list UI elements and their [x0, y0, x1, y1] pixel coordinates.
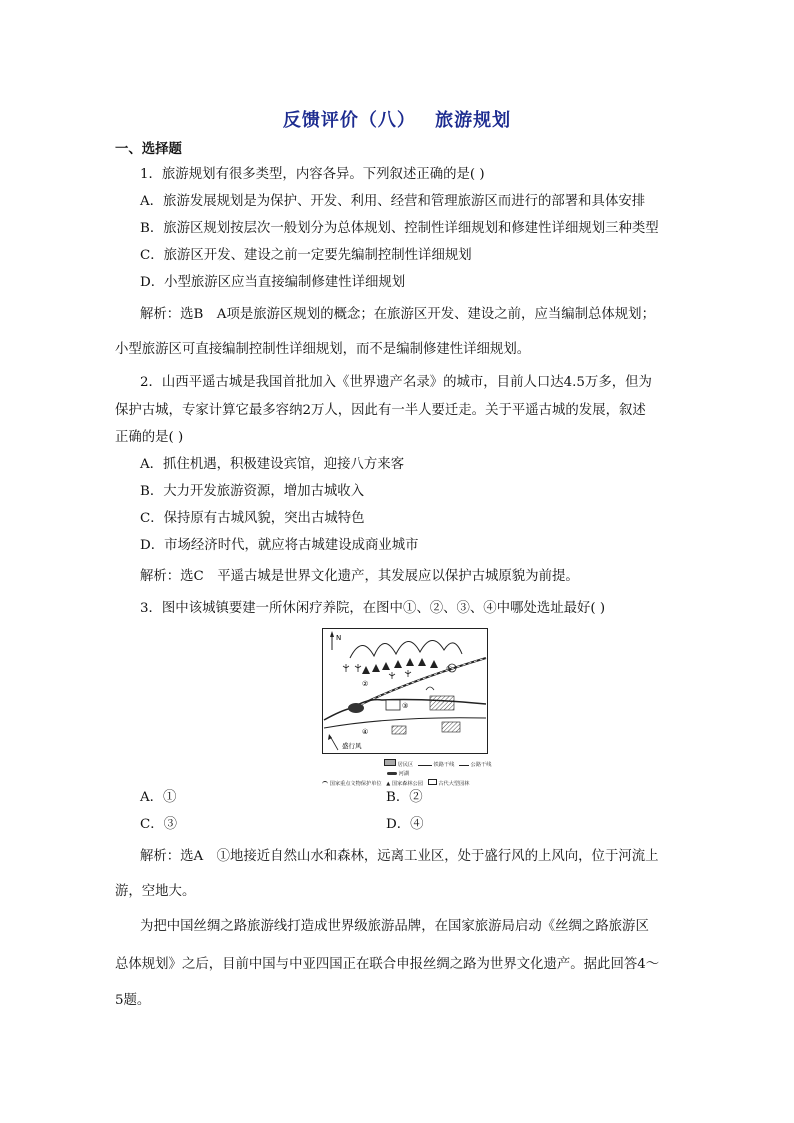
q2-option-a: A．抓住机遇，积极建设宾馆，迎接八方来客	[140, 457, 405, 472]
q3-analysis: 解析：选A ①地接近自然山水和森林，远离工业区，处于盛行风的上风向，位于河流上	[140, 849, 659, 864]
q3-option-d: D．④	[386, 817, 424, 832]
section-heading: 一、选择题	[115, 141, 182, 157]
q2-stem-3: 正确的是( )	[115, 430, 184, 445]
q3-option-a: A．①	[140, 790, 177, 805]
passage-line-2: 总体规划》之后，目前中国与中亚四国正在联合申报丝绸之路为世界文化遗产。据此回答4～	[115, 957, 660, 972]
q3-option-b: B．②	[386, 790, 423, 805]
passage-line-3: 5题。	[115, 993, 151, 1008]
q1-option-c: C．旅游区开发、建设之前一定要先编制控制性详细规划	[140, 248, 472, 263]
map-legend: 居民区 铁路干线 公路干线 河湖 国家重点文物保护单位 ▲ 国家森林公园 古代大型园林	[322, 759, 492, 781]
legend-road: 公路干线	[470, 762, 492, 768]
marker-2: ②	[362, 680, 369, 688]
north-label: N	[336, 634, 342, 642]
q1-stem: 1．旅游规划有很多类型，内容各异。下列叙述正确的是( )	[140, 167, 485, 182]
page-title	[0, 106, 794, 132]
q1-option-b: B．旅游区规划按层次一般划分为总体规划、控制性详细规划和修建性详细规划三种类型	[140, 221, 659, 236]
passage-line-1: 为把中国丝绸之路旅游线打造成世界级旅游品牌，在国家旅游局启动《丝绸之路旅游区	[140, 919, 649, 934]
town-map-figure	[322, 628, 488, 754]
marker-3: ③	[402, 702, 409, 710]
marker-1: ①	[446, 665, 453, 673]
q2-stem-1: 2．山西平遥古城是我国首批加入《世界遗产名录》的城市，目前人口达4.5万多，但为	[140, 375, 652, 390]
town-map	[322, 628, 488, 754]
q3-stem: 3．图中该城镇要建一所休闲疗养院，在图中①、②、③、④中哪处选址最好( )	[140, 601, 606, 616]
q1-analysis: 解析：选B A项是旅游区规划的概念；在旅游区开发、建设之前，应当编制总体规划；	[140, 307, 655, 322]
q2-stem-2: 保护古城，专家计算它最多容纳2万人，因此有一半人要迁走。关于平遥古城的发展，叙述	[115, 403, 646, 418]
legend-railway: 铁路干线	[433, 762, 455, 768]
wind-label: 盛行风	[342, 742, 362, 750]
legend-residential: 居民区	[397, 762, 414, 768]
q1-option-a: A．旅游发展规划是为保护、开发、利用、经营和管理旅游区而进行的部署和具体安排	[140, 194, 646, 209]
q1-option-d: D．小型旅游区应当直接编制修建性详细规划	[140, 275, 406, 290]
legend-forest: 国家森林公园	[391, 781, 423, 787]
title-sub: 旅游规划	[435, 110, 512, 131]
q3-option-c: C．③	[140, 817, 178, 832]
legend-monument: 国家重点文物保护单位	[329, 781, 382, 787]
q2-analysis: 解析：选C 平遥古城是世界文化遗产，其发展应以保护古城原貌为前提。	[140, 569, 579, 584]
marker-4: ④	[362, 728, 369, 736]
legend-garden: 古代大型园林	[438, 781, 470, 787]
legend-river: 河湖	[398, 771, 410, 777]
q3-analysis-cont: 游，空地大。	[115, 884, 196, 899]
title-main: 反馈评价（八）	[282, 110, 416, 131]
q2-option-d: D．市场经济时代，就应将古城建设成商业城市	[140, 538, 419, 553]
q2-option-b: B．大力开发旅游资源，增加古城收入	[140, 484, 365, 499]
q1-analysis-cont: 小型旅游区可直接编制控制性详细规划，而不是编制修建性详细规划。	[115, 342, 531, 357]
q2-option-c: C．保持原有古城风貌，突出古城特色	[140, 511, 365, 526]
